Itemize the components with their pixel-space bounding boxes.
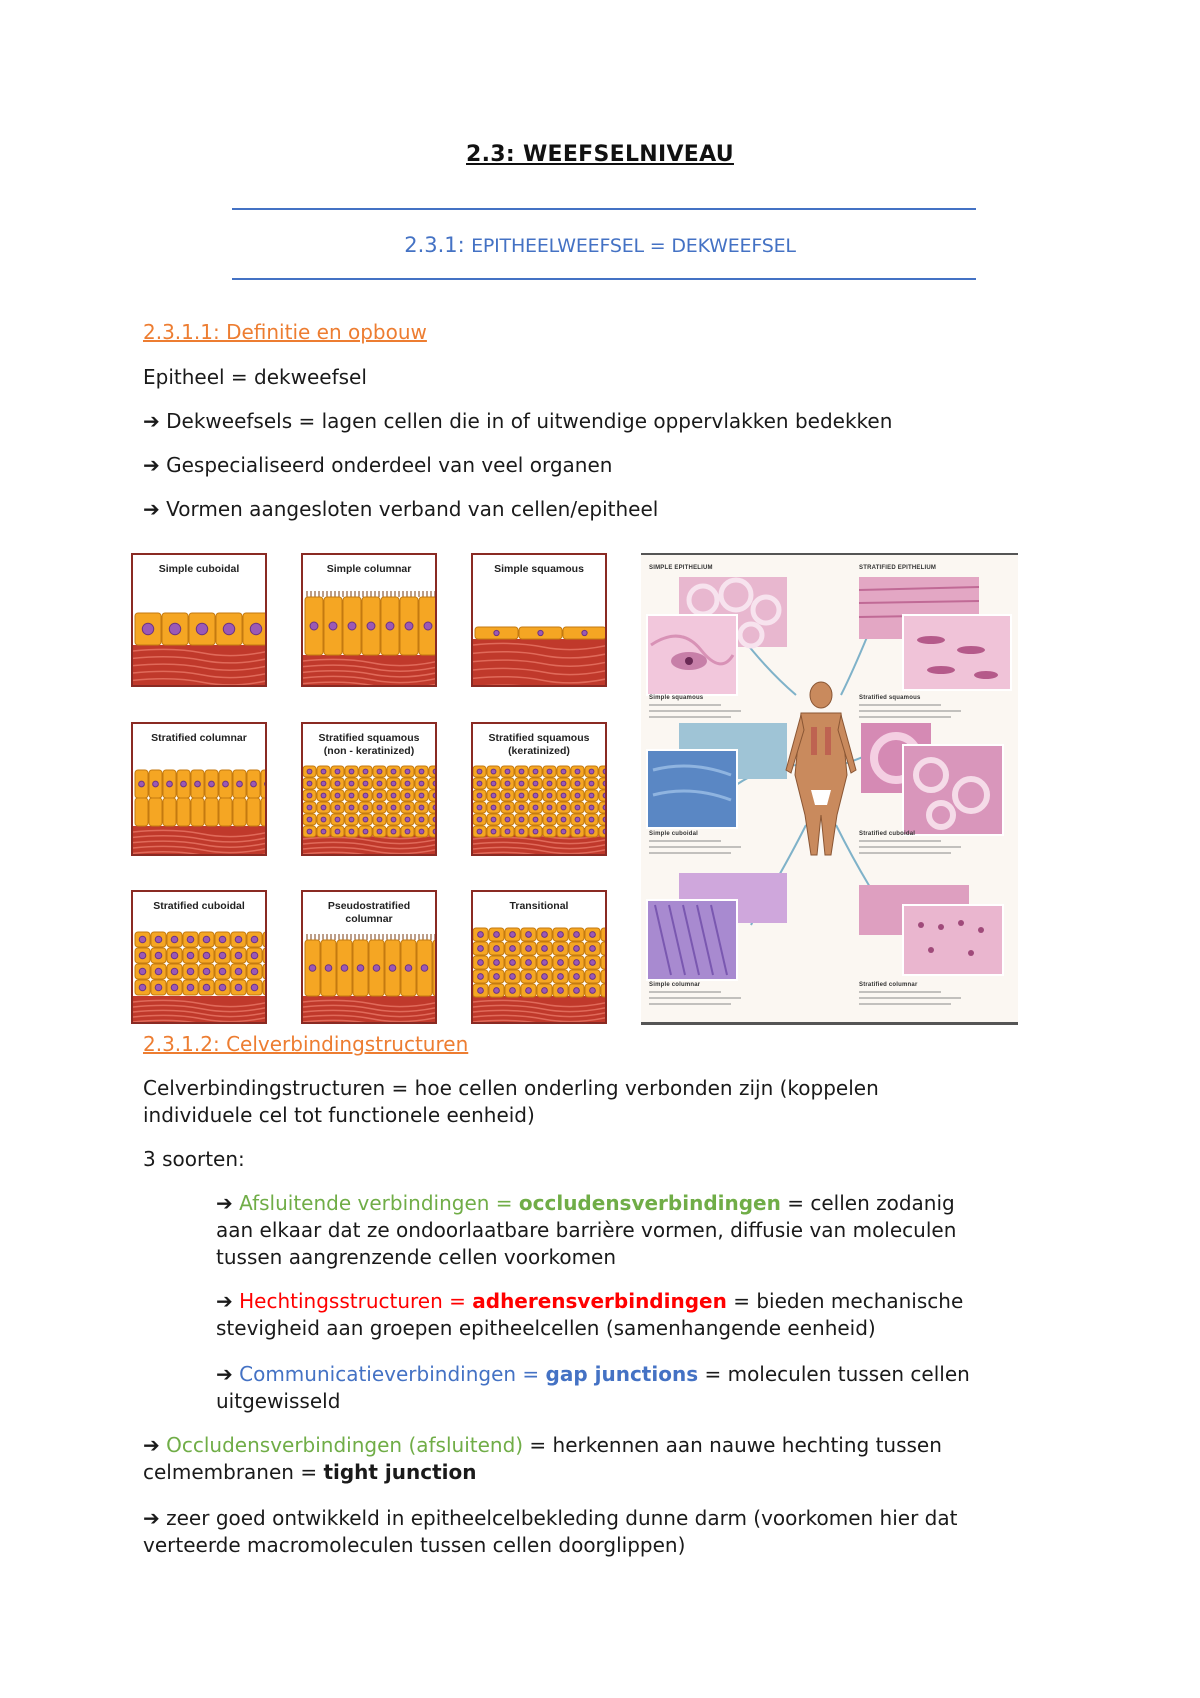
bullet-line: ➔ Vormen aangesloten verband van cellen/epitheel [143, 497, 659, 521]
panel-label-line: Stratified cuboidal [153, 900, 245, 912]
panel-label-line: columnar [345, 913, 393, 925]
arrow-icon: ➔ [143, 1506, 160, 1530]
epithelium-panel-label [473, 732, 605, 758]
bullet-line: ➔ Gespecialiseerd onderdeel van veel organen [143, 453, 613, 477]
plate-label: Stratified cuboidal [859, 831, 916, 837]
arrow-icon: ➔ [143, 1433, 160, 1457]
epithelium-panel [301, 553, 437, 687]
paragraph-definition: Celverbindingstructuren = hoe cellen onderling verbonden zijn (koppelen individuele cel tot functionele eenheid) [143, 1076, 879, 1127]
panel-label-line: Stratified squamous [488, 732, 590, 744]
arrow-icon: ➔ [143, 409, 160, 433]
subsection-heading-celverbinding: 2.3.1.2: Celverbindingstructuren [143, 1032, 469, 1056]
section-heading [0, 233, 1200, 257]
plate-label: Simple cuboidal [649, 831, 699, 837]
list-item-adherens: ➔ Hechtingsstructuren = adherensverbindingen = bieden mechanische stevigheid aan groepen epitheelcellen (samenhangende eenheid) [216, 1289, 964, 1340]
panel-label-line: (keratinized) [508, 745, 570, 757]
epithelium-panel [471, 890, 607, 1024]
epithelium-panel [471, 553, 607, 687]
bullet-line: ➔ Dekweefsels = lagen cellen die in of uitwendige oppervlakken bedekken [143, 409, 893, 433]
paragraph-count: 3 soorten: [143, 1147, 245, 1171]
epithelium-panel [471, 722, 607, 856]
epithelium-panel-label [473, 563, 605, 576]
section-number: 2.3.1: [404, 233, 465, 257]
histology-plate-image [641, 553, 1018, 1025]
arrow-icon: ➔ [143, 453, 160, 477]
epithelium-panel-label [303, 900, 435, 926]
arrow-icon: ➔ [216, 1362, 233, 1386]
panel-label-line: Stratified columnar [151, 732, 247, 744]
panel-label-line: (non - keratinized) [323, 745, 415, 757]
epithelium-panel [301, 890, 437, 1024]
arrow-icon: ➔ [216, 1289, 233, 1313]
panel-label-line: Simple squamous [494, 563, 584, 575]
panel-label-line: Pseudostratified [327, 900, 411, 912]
epithelium-panel-label [133, 732, 265, 745]
epithelium-panel-label [133, 563, 265, 576]
plate-label: Simple squamous [649, 695, 704, 701]
epithelium-panel [131, 553, 267, 687]
panel-label-line: Transitional [509, 900, 569, 912]
subsection-heading-definitie: 2.3.1.1: Definitie en opbouw [143, 320, 427, 344]
plate-label: Stratified squamous [859, 695, 921, 701]
section-rule-bottom [232, 278, 976, 280]
epithelium-panel [131, 890, 267, 1024]
plate-label: Stratified columnar [859, 982, 918, 988]
epithelium-panel-label [473, 900, 605, 913]
paragraph-dunne-darm: ➔ zeer goed ontwikkeld in epitheelcelbekleding dunne darm (voorkomen hier dat verteerde macromoleculen tussen cellen doorglippen) [143, 1506, 958, 1557]
epithelium-panel [301, 722, 437, 856]
panel-label-line: Simple cuboidal [158, 563, 240, 575]
plate-label: STRATIFIED EPITHELIUM [859, 565, 937, 571]
epithelium-panel [131, 722, 267, 856]
section-rule-top [232, 208, 976, 210]
list-item-gap-junctions: ➔ Communicatieverbindingen = gap junctions = moleculen tussen cellen uitgewisseld [216, 1362, 970, 1413]
histology-plate-illustration [641, 555, 1018, 1025]
arrow-icon: ➔ [143, 497, 160, 521]
plate-label: Simple columnar [649, 982, 701, 988]
list-item-occludens: ➔ Afsluitende verbindingen = occludensverbindingen = cellen zodanig aan elkaar dat ze ondoorlaatbare barrière vormen, diffusie van moleculen tussen aangrenzende cellen voorkomen [216, 1191, 957, 1269]
page-title: 2.3: WEEFSELNIVEAU [466, 142, 734, 167]
plate-label: SIMPLE EPITHELIUM [649, 565, 713, 571]
epithelium-panel-label [133, 900, 265, 913]
panel-label-line: Simple columnar [326, 563, 412, 575]
epithelium-panel-label [303, 563, 435, 576]
epithelium-panel-label [303, 732, 435, 758]
paragraph-epitheel: Epitheel = dekweefsel [143, 365, 367, 389]
panel-label-line: Stratified squamous [318, 732, 420, 744]
arrow-icon: ➔ [216, 1191, 233, 1215]
paragraph-occludens: ➔ Occludensverbindingen (afsluitend) = herkennen aan nauwe hechting tussen celmembranen = tight junction [143, 1433, 942, 1484]
section-title: EPITHEELWEEFSEL = DEKWEEFSEL [471, 235, 796, 257]
